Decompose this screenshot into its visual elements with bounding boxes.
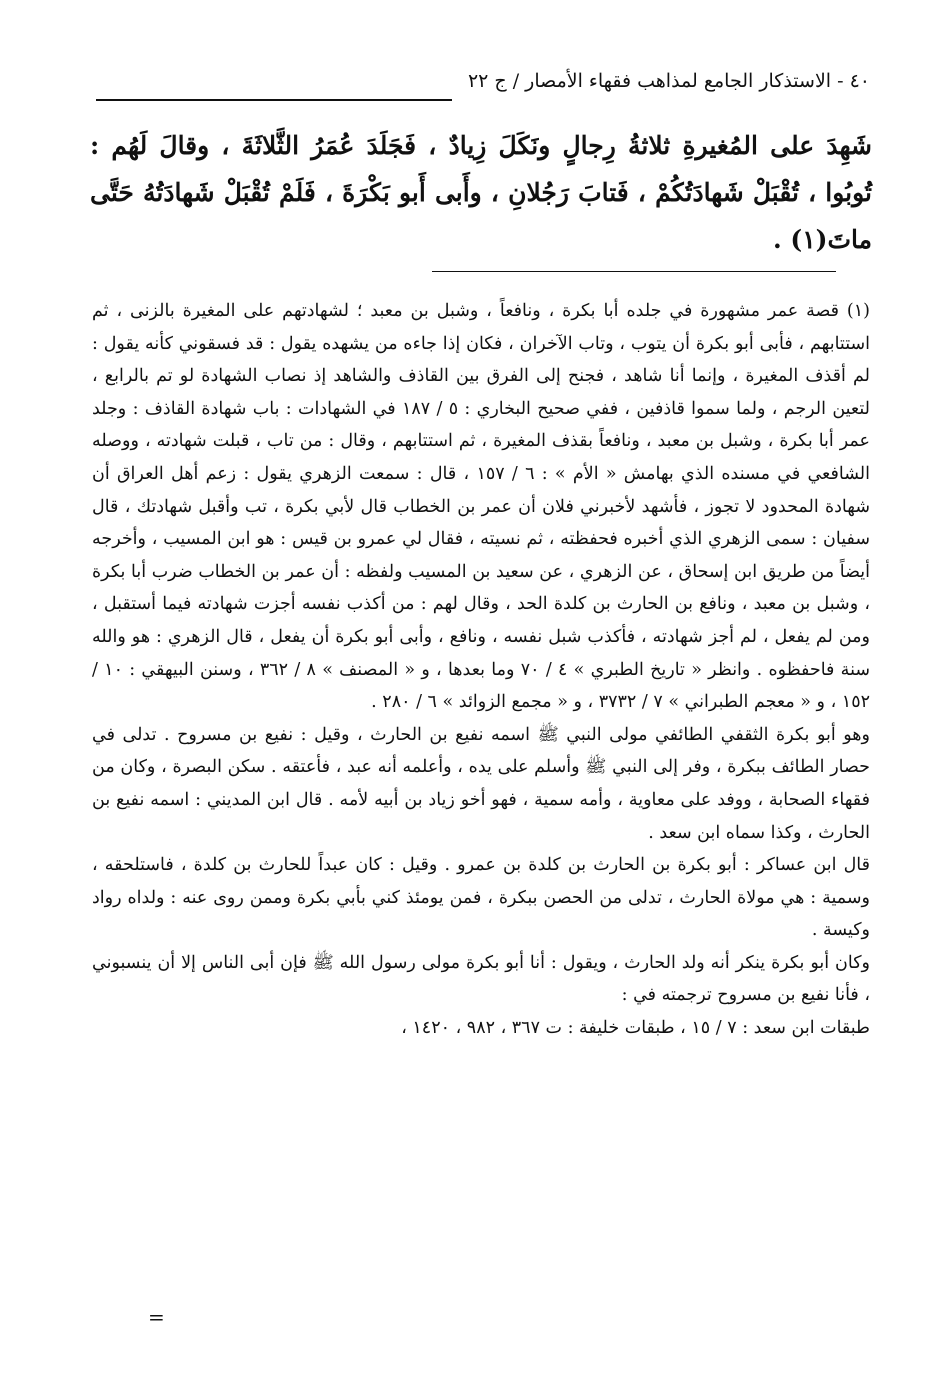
footnote-paragraph: (١) قصة عمر مشهورة في جلده أبا بكرة ، ونافعاً ، وشبل بن معبد ؛ لشهادتهم على المغيرة بالزنى ، ثم استتابهم ، فأبى أبو بكرة أن يتوب ، وتاب الآخران ، فكان إذا جاءه من يشهده يقول : قد فسقوني كأنه يقول : لم أقذف المغيرة ، وإنما أنا شاهد ، فجنح إلى الفرق بين القاذف والشاهد إذ نصاب الشهادة لو تم بالرابع ، لتعين الرجم ، ولما سموا قاذفين ، ففي صحيح البخاري : ٥ / ١٨٧ في الشهادات : باب شهادة القاذف : وجلد عمر أبا بكرة ، وشبل بن معبد ، ونافعاً بقذف المغيرة ، ثم استتابهم ، وقال : من تاب ، قبلت شهادته ، ووصله الشافعي في مسنده الذي بهامش « الأم » : ٦ / ١٥٧ ، قال : سمعت الزهري يقول : زعم أهل العراق أن شهادة المحدود لا تجوز ، فأشهد لأخبرني فلان أن عمر بن الخطاب قال لأبي بكرة ، تب وأقبل شهادتك ، قال سفيان : سمى الزهري الذي أخبره فحفظته ، ثم نسيته ، فقال لي عمرو بن قيس : هو ابن المسيب ، وأخرجه أيضاً من طريق ابن إسحاق ، عن الزهري ، عن سعيد بن المسيب ولفظه : أن عمر بن الخطاب ضرب أبا بكرة ، وشبل بن معبد ، ونافع بن الحارث بن كلدة الحد ، وقال لهم : من أكذب نفسه أجزت شهادته فيما أستقبل ، ومن لم يفعل ، لم أجز شهادته ، فأكذب شبل نفسه ، ونافع ، وأبى أبو بكرة أن يفعل ، قال الزهري : هو والله سنة فاحفظوه . وانظر « تاريخ الطبري » ٤ / ٧٠ وما بعدها ، و « المصنف » ٨ / ٣٦٢ ، وسنن البيهقي : ١٠ / ١٥٢ ، و « معجم الطبراني » ٧ / ٣٧٣٢ ، و « مجمع الزوائد » ٦ / ٢٨٠ .	[92, 301, 871, 713]
footnotes	[92, 295, 870, 1045]
footnote-paragraph: طبقات ابن سعد : ٧ / ١٥ ، طبقات خليفة : ت ٣٦٧ ، ٩٨٢ ، ١٤٢٠ ،	[401, 1018, 870, 1039]
continuation-mark: =	[148, 1305, 165, 1329]
footnote-paragraph: وكان أبو بكرة ينكر أنه ولد الحارث ، ويقول : أنا أبو بكرة مولى رسول الله ﷺ فإن أبى الناس إلا أن ينسبوني ، فأنا نفيع بن مسروح ترجمته في :	[92, 952, 870, 1006]
footnote-paragraph: قال ابن عساكر : أبو بكرة بن الحارث بن كلدة بن عمرو . وقيل : كان عبداً للحارث بن كلدة ، فاستلحقه ، وسمية : هي مولاة الحارث ، تدلى من الحصن ببكرة ، فمن يومئذ كني بأبي بكرة وممن روى عنه : ولداه رواد وكيسة .	[92, 855, 870, 941]
main-paragraph: شَهِدَ على المُغيرةِ ثلاثةُ رِجالٍ ونَكَلَ زِيادٌ ، فَجَلَدَ عُمَرُ الثَّلاثَةَ ، وقالَ لَهُم : تُوبُوا ، تُقْبَلْ شَهادَتُكُمْ ، فَتابَ رَجُلانِ ، وأَبى أَبو بَكْرَةَ ، فَلَمْ تُقْبَلْ شَهادَتُهُ حَتَّى ماتَ(١) .	[90, 131, 872, 254]
footnote-separator	[432, 271, 836, 272]
running-header: ٤٠ - الاستذكار الجامع لمذاهب فقهاء الأمصار / ج ٢٢	[467, 70, 870, 92]
main-text	[90, 122, 872, 263]
header-rule	[96, 99, 452, 101]
footnote-paragraph: وهو أبو بكرة الثقفي الطائفي مولى النبي ﷺ اسمه نفيع بن الحارث ، وقيل : نفيع بن مسروح . تدلى في حصار الطائف ببكرة ، وفر إلى النبي ﷺ وأسلم على يده ، وأعلمه أنه عبد ، فأعتقه . سكن البصرة ، وكان من فقهاء الصحابة ، ووفد على معاوية ، وأمه سمية ، فهو أخو زياد بن أبيه لأمه . قال ابن المديني : اسمه نفيع بن الحارث ، وكذا سماه ابن سعد .	[92, 724, 870, 843]
